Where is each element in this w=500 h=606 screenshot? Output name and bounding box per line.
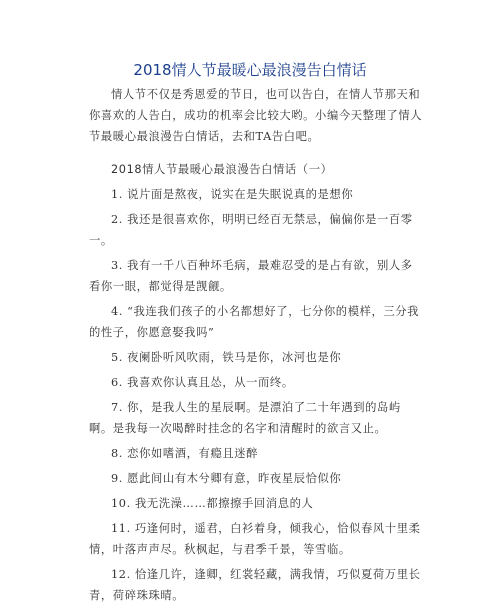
list-item: 12. 恰逢几许，逢卿，红裳轻藏，满我情，巧似夏荷万里长青，荷碎珠珠晴。 xyxy=(89,568,421,602)
list-item: 2. 我还是很喜欢你，明明已经百无禁忌，偏偏你是一百零一。 xyxy=(89,213,413,247)
list-item: 10. 我无洗澡……都擦擦手回消息的人 xyxy=(111,497,314,510)
list-item: 8. 恋你如嗜酒，有瘾且迷醉 xyxy=(111,447,259,460)
page-title: 2018情人节最暖心最浪漫告白情话 xyxy=(133,61,367,79)
list-item: 6. 我喜欢你认真且怂，从一而终。 xyxy=(111,376,294,389)
list-item: 9. 愿此间山有木兮卿有意，昨夜星辰恰似你 xyxy=(111,472,342,485)
list-item: 11. 巧逢何时，遥君，白衫着身，倾我心，恰似春风十里柔情，叶落声声尽。秋枫起，与君季千景，等雪临。 xyxy=(89,522,421,556)
list-item: 4. “我连我们孩子的小名都想好了，七分你的模样，三分我的性子，你愿意娶我吗” xyxy=(89,305,420,339)
section-heading: 2018情人节最暖心最浪漫告白情话（一） xyxy=(111,163,333,176)
list-item: 7. 你，是我人生的星辰啊。是漂泊了二十年遇到的岛屿啊。是我每一次喝醉时挂念的名字和清醒时的欲言又止。 xyxy=(89,401,401,435)
list-item: 5. 夜阑卧听风吹雨，铁马是你，冰河也是你 xyxy=(111,351,342,364)
list-item: 1. 说片面是熬夜，说实在是失眠说真的是想你 xyxy=(111,188,354,201)
article-body xyxy=(89,84,424,606)
intro-paragraph: 情人节不仅是秀恩爱的节日，也可以告白，在情人节那天和你喜欢的人告白，成功的机率会比较大哟。小编今天整理了情人节最暖心最浪漫告白情话，去和TA告白吧。 xyxy=(89,88,423,143)
list-item: 3. 我有一千八百种坏毛病，最难忍受的是占有欲，别人多看你一眼，都觉得是觊觎。 xyxy=(89,259,413,293)
